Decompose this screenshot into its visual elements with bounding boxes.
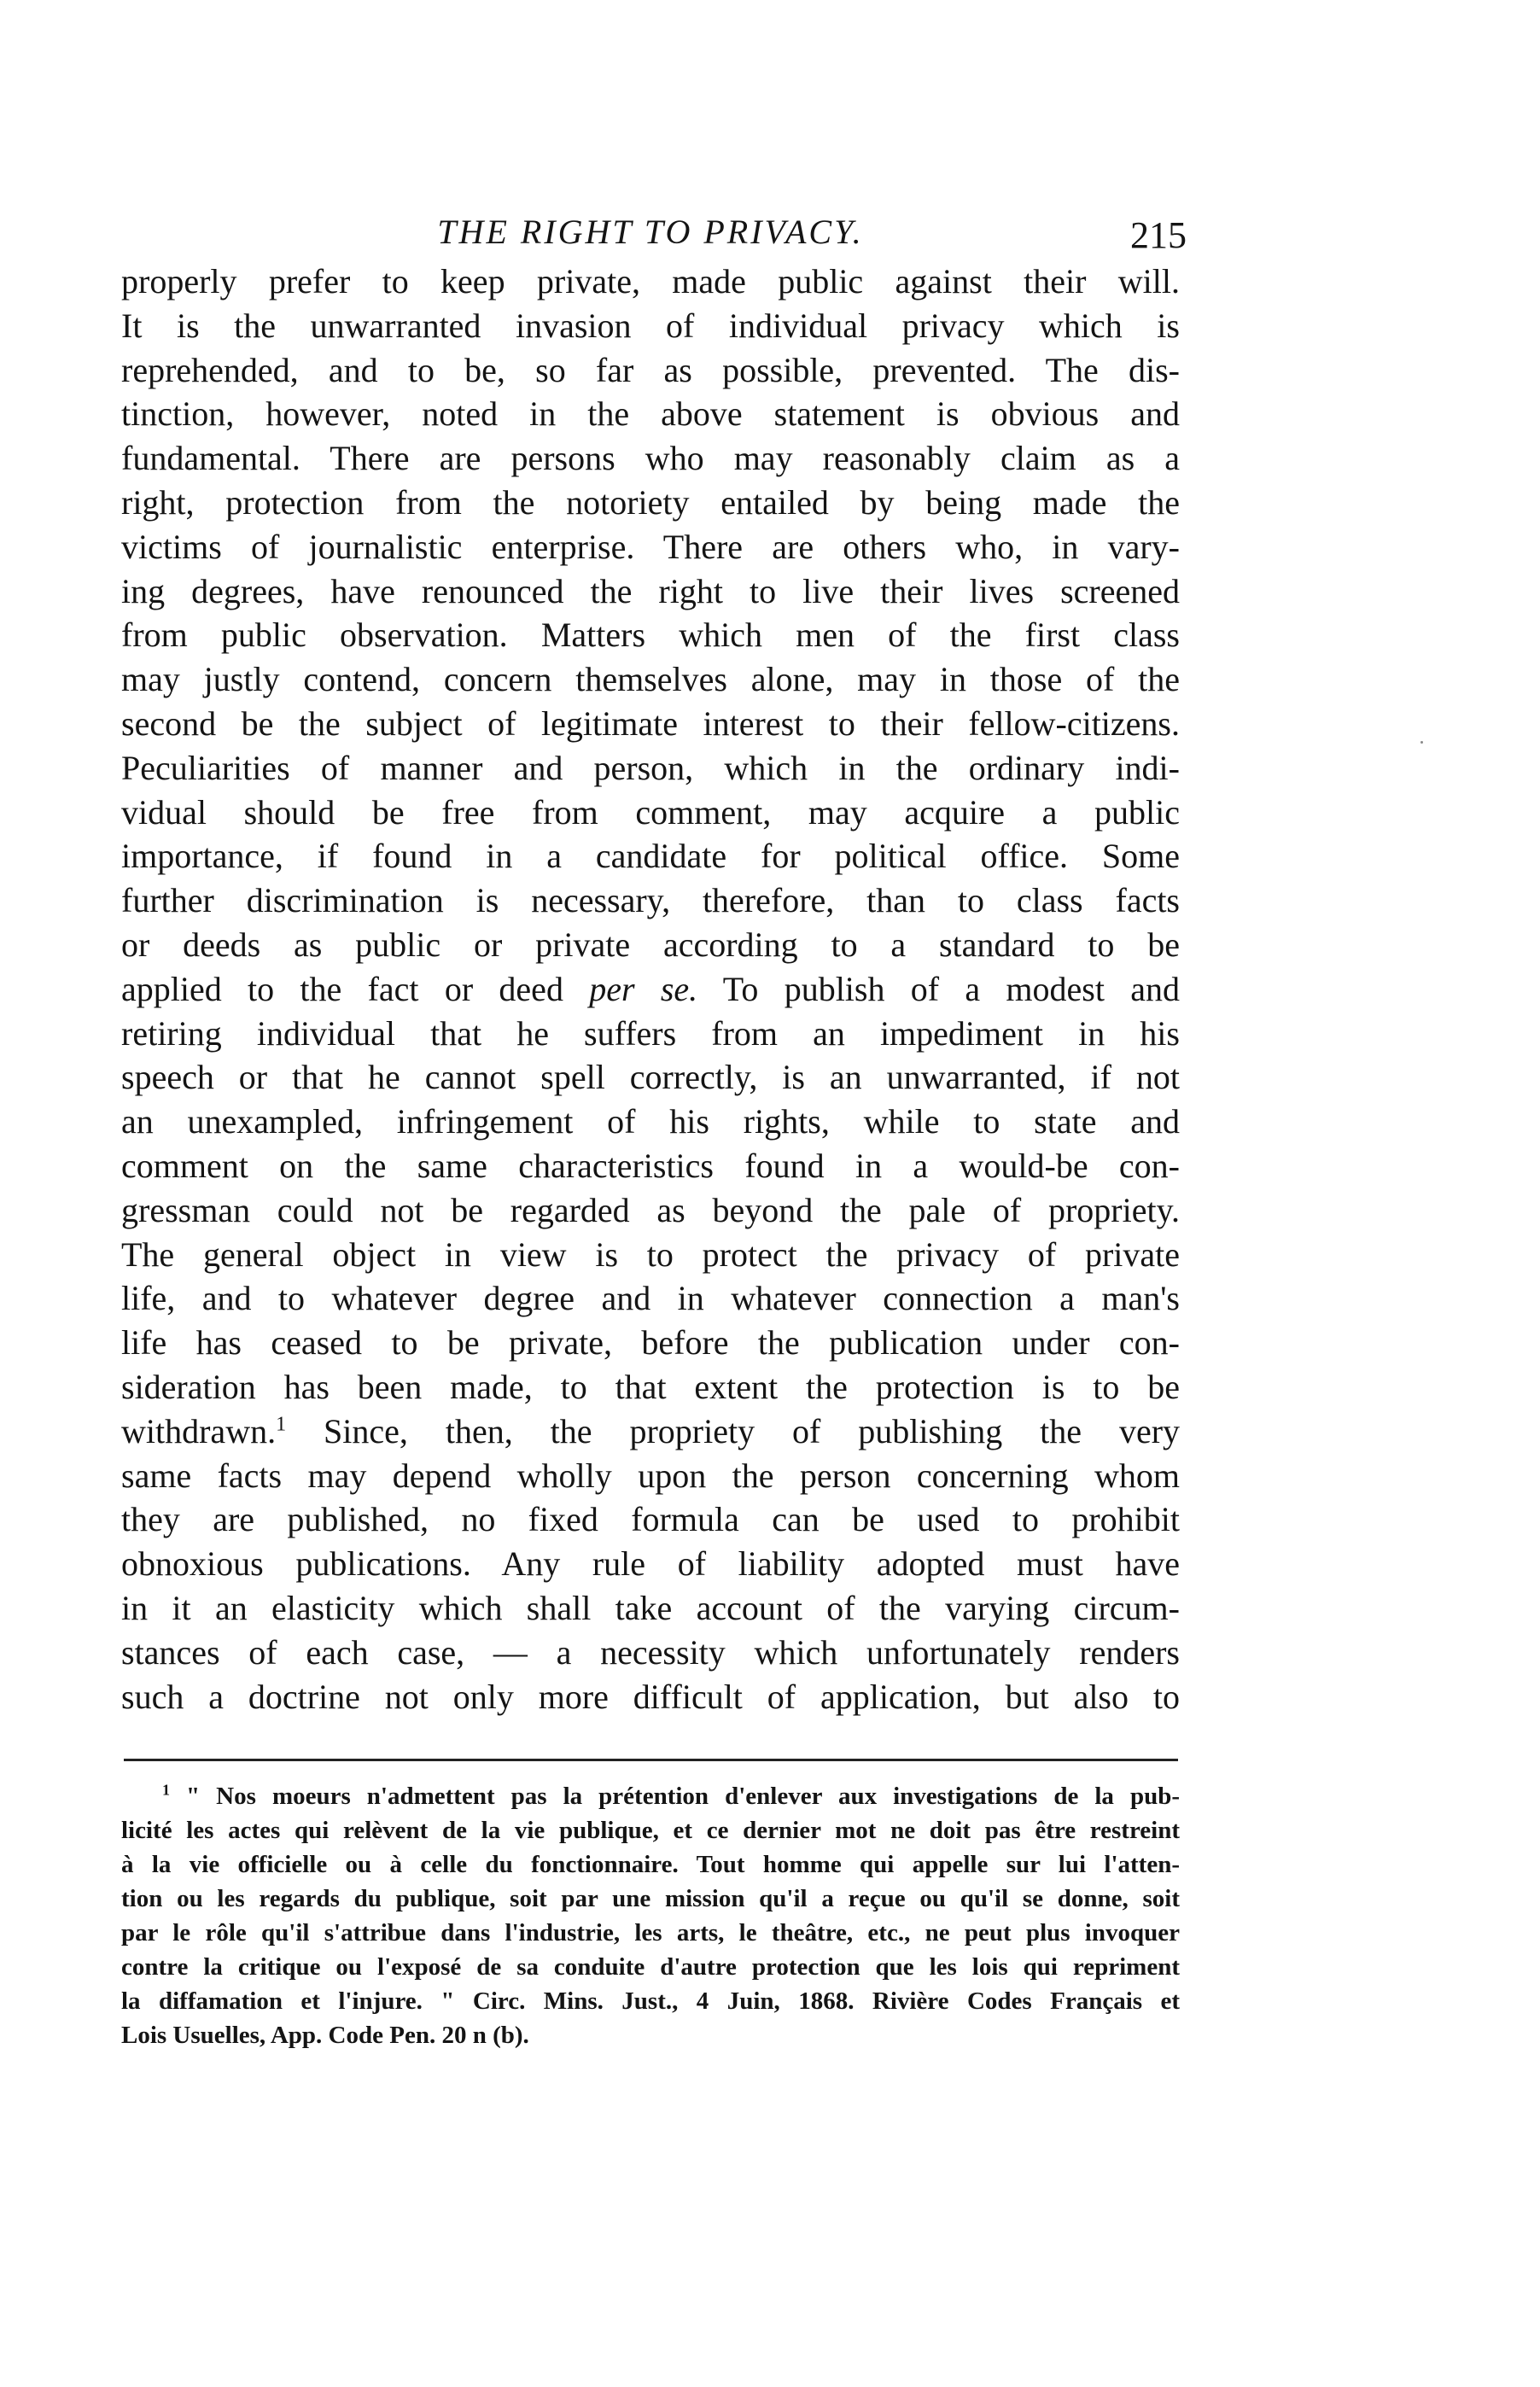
text-line: reprehended, and to be, so far as possible, prevented. The dis- [121,350,1180,389]
footnote-line: Lois Usuelles, App. Code Pen. 20 n (b). [121,2022,529,2049]
footnote-text: " Nos moeurs n'admettent pas la prétention d'enlever aux investigations de la pub- [186,1783,1180,1810]
footnote [121,1779,1180,2052]
text-line: second be the subject of legitimate interest to their fellow-citizens. [121,703,1180,743]
text-line: tinction, however, noted in the above statement is obvious and [121,394,1180,434]
page-header [121,207,1187,258]
text-line: life has ceased to be private, before the publication under con- [121,1323,1180,1363]
text-line: retiring individual that he suffers from an impediment in his [121,1013,1180,1053]
text-line-per-se [121,967,1180,1012]
text-line: they are published, no fixed formula can be used to prohibit [121,1500,1180,1539]
footnote-line: tion ou les regards du publique, soit par une mission qu'il a reçue ou qu'il se donne, soit [121,1885,1180,1912]
text-line: properly prefer to keep private, made public against their will. [121,262,1180,301]
body-text [121,260,1180,1719]
footnote-rule [124,1759,1178,1761]
text-line: victims of journalistic enterprise. There are others who, in vary- [121,527,1180,566]
text-line: right, protection from the notoriety entailed by being made the [121,482,1180,522]
italic-term: per se. [589,969,698,1008]
text-fragment: withdrawn. [121,1411,277,1450]
text-line: sideration has been made, to that extent the protection is to be [121,1367,1180,1406]
footnote-line: par le rôle qu'il s'attribue dans l'industrie, les arts, le theâtre, etc., ne peut plus invoquer [121,1919,1180,1946]
text-line: same facts may depend wholly upon the person concerning whom [121,1456,1180,1495]
text-line: from public observation. Matters which men of the first class [121,616,1180,655]
text-line: or deeds as public or private according to a standard to be [121,925,1180,964]
scan-speck [1420,741,1423,744]
running-title: THE RIGHT TO PRIVACY. [437,213,864,251]
text-line: Peculiarities of manner and person, which in the ordinary indi- [121,748,1180,787]
text-line: an unexampled, infringement of his rights, while to state and [121,1102,1180,1141]
text-line: The general object in view is to protect the privacy of private [121,1234,1180,1274]
text-line: obnoxious publications. Any rule of liability adopted must have [121,1544,1180,1584]
text-line: comment on the same characteristics found in a would-be con- [121,1146,1180,1185]
footnote-line: licité les actes qui relèvent de la vie publique, et ce dernier mot ne doit pas être restreint [121,1817,1180,1844]
footnote-line: la diffamation et l'injure. " Circ. Mins. Just., 4 Juin, 1868. Rivière Codes Français et [121,1987,1180,2015]
footnote-line: contre la critique ou l'exposé de sa conduite d'autre protection que les lois qui repriment [121,1953,1180,1981]
text-fragment: applied to the fact or deed [121,969,563,1008]
text-line: further discrimination is necessary, therefore, than to class facts [121,881,1180,920]
text-line: life, and to whatever degree and in whatever connection a man's [121,1279,1180,1318]
footnote-marker: 1 [162,1781,170,1799]
text-line: may justly contend, concern themselves alone, may in those of the [121,660,1180,699]
footnote-line [121,1779,1180,1813]
page-number: 215 [1130,214,1187,256]
text-line: in it an elasticity which shall take account of the varying circum- [121,1588,1180,1627]
text-line: ing degrees, have renounced the right to live their lives screened [121,571,1180,610]
text-fragment: To publish of a modest and [722,969,1181,1008]
text-fragment: Since, then, the propriety of publishing the very [324,1411,1181,1450]
footnote-reference[interactable]: 1 [276,1413,287,1436]
text-line: such a doctrine not only more difficult of application, but also to [121,1677,1180,1716]
text-line: importance, if found in a candidate for political office. Some [121,837,1180,876]
footnote-line: à la vie officielle ou à celle du fonctionnaire. Tout homme qui appelle sur lui l'atten- [121,1851,1180,1878]
text-line: vidual should be free from comment, may acquire a public [121,792,1180,832]
text-line: fundamental. There are persons who may reasonably claim as a [121,439,1180,478]
text-line: speech or that he cannot spell correctly, is an unwarranted, if not [121,1058,1180,1097]
text-line: gressman could not be regarded as beyond the pale of propriety. [121,1190,1180,1229]
text-line: stances of each case, — a necessity which unfortunately renders [121,1632,1180,1672]
text-line: It is the unwarranted invasion of individual privacy which is [121,306,1180,345]
text-line-footnote-ref [121,1409,1180,1454]
